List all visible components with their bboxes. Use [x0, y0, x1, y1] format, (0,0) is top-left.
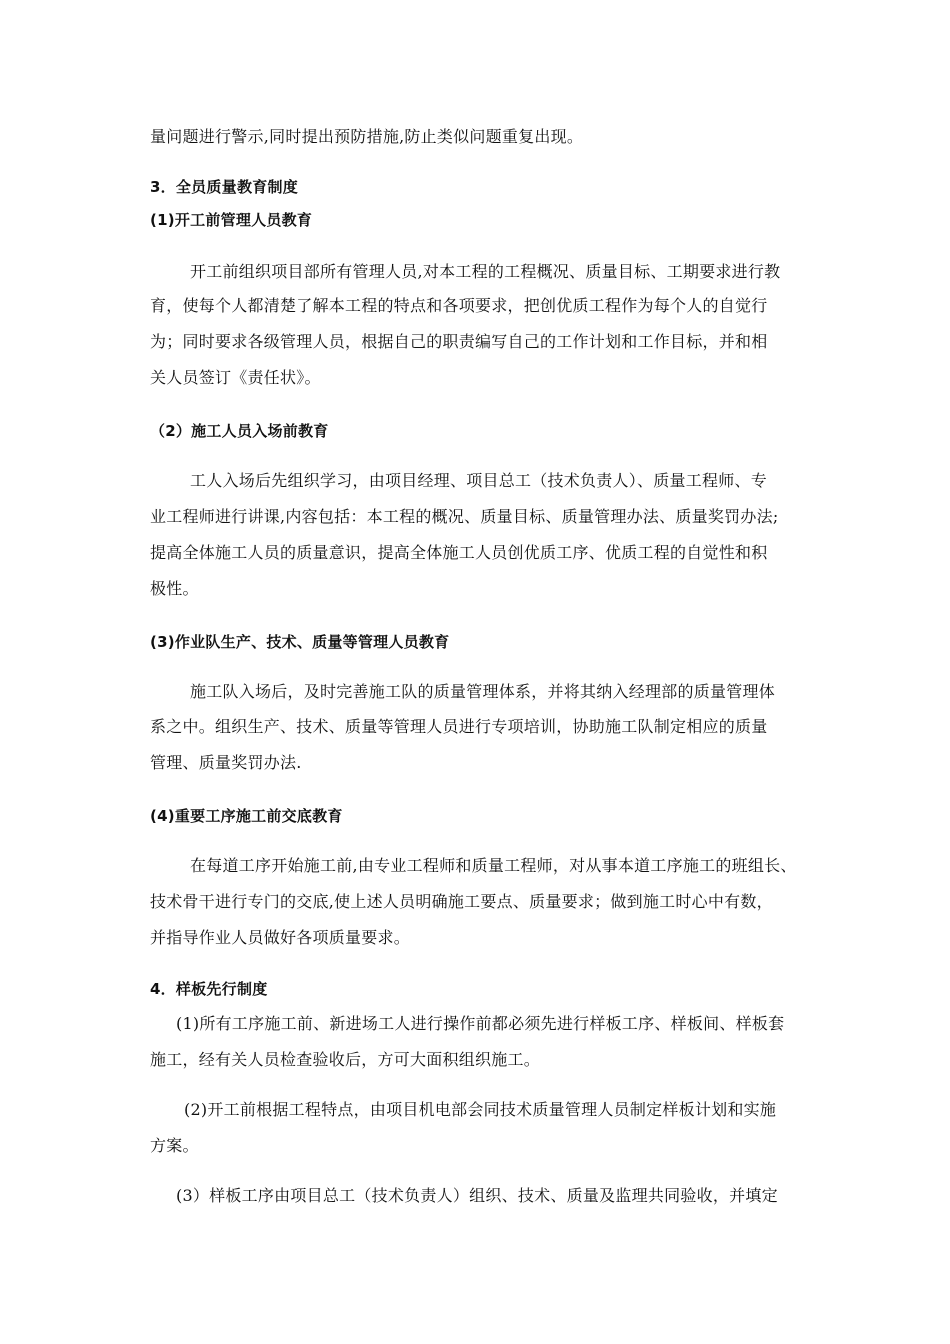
paragraph-line: 关人员签订《责任状》。: [150, 368, 321, 387]
paragraph-line: 并指导作业人员做好各项质量要求。: [150, 928, 411, 947]
paragraph-line: 施工队入场后，及时完善施工队的质量管理体系，并将其纳入经理部的质量管理体: [190, 682, 776, 701]
paragraph-line: (2)开工前根据工程特点，由项目机电部会同技术质量管理人员制定样板计划和实施: [184, 1100, 777, 1119]
subsection-heading: (3)作业队生产、技术、质量等管理人员教育: [150, 633, 450, 651]
paragraph-line: 业工程师进行讲课,内容包括：本工程的概况、质量目标、质量管理办法、质量奖罚办法;: [150, 507, 779, 526]
paragraph-line: 系之中。组织生产、技术、质量等管理人员进行专项培训，协助施工队制定相应的质量: [150, 717, 768, 736]
paragraph-line: 开工前组织项目部所有管理人员,对本工程的工程概况、质量目标、工期要求进行教: [190, 262, 781, 281]
paragraph-line: 提高全体施工人员的质量意识，提高全体施工人员创优质工序、优质工程的自觉性和积: [150, 543, 768, 562]
paragraph-line: 在每道工序开始施工前,由专业工程师和质量工程师，对从事本道工序施工的班组长、: [190, 856, 797, 875]
paragraph-line: 施工，经有关人员检查验收后，方可大面积组织施工。: [150, 1050, 541, 1069]
section-heading: 3．全员质量教育制度: [150, 178, 298, 196]
paragraph-line: 方案。: [150, 1136, 199, 1155]
paragraph-line: (3）样板工序由项目总工（技术负责人）组织、技术、质量及监理共同验收，并填定: [176, 1186, 778, 1205]
section-heading: 4．样板先行制度: [150, 980, 268, 998]
paragraph-line: 管理、质量奖罚办法.: [150, 753, 302, 772]
paragraph-line: 量问题进行警示,同时提出预防措施,防止类似问题重复出现。: [150, 127, 584, 146]
paragraph-line: 为；同时要求各级管理人员，根据自己的职责编写自己的工作计划和工作目标，并和相: [150, 332, 768, 351]
paragraph-line: 育，使每个人都清楚了解本工程的特点和各项要求，把创优质工程作为每个人的自觉行: [150, 296, 768, 315]
subsection-heading: (1)开工前管理人员教育: [150, 211, 313, 229]
paragraph-line: 工人入场后先组织学习，由项目经理、项目总工（技术负责人）、质量工程师、专: [190, 471, 768, 490]
paragraph-line: 极性。: [150, 579, 199, 598]
paragraph-line: (1)所有工序施工前、新进场工人进行操作前都必须先进行样板工序、样板间、样板套: [176, 1014, 785, 1033]
subsection-heading: (4)重要工序施工前交底教育: [150, 807, 343, 825]
subsection-heading: （2）施工人员入场前教育: [150, 422, 329, 440]
paragraph-line: 技术骨干进行专门的交底,使上述人员明确施工要点、质量要求；做到施工时心中有数，: [150, 892, 773, 911]
